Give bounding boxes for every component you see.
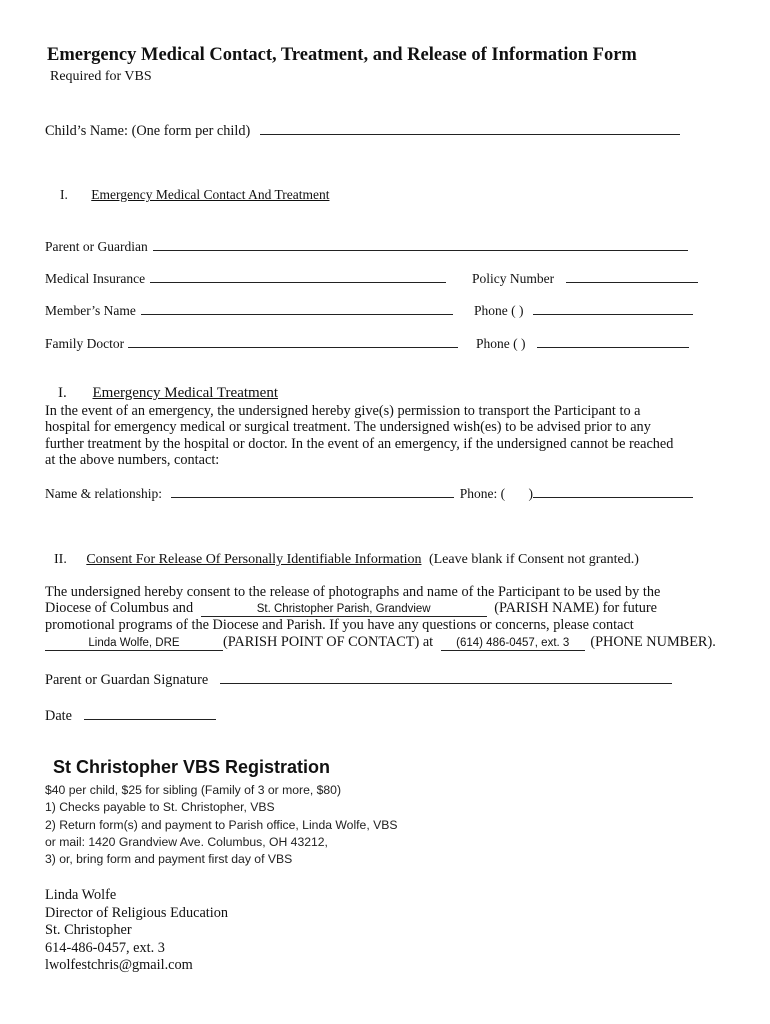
vbs-line: $40 per child, $25 for sibling (Family of 3 or more, $80) bbox=[45, 783, 342, 797]
signature-row bbox=[45, 669, 672, 689]
section2-line: In the event of an emergency, the undersigned hereby give(s) permission to transport the Participant to a bbox=[45, 403, 641, 419]
vbs-line: 3) or, bring form and payment first day of VBS bbox=[45, 852, 293, 866]
phone-label-3-close: ) bbox=[528, 486, 533, 501]
family-doctor-label: Family Doctor bbox=[45, 336, 125, 351]
section3-line-2 bbox=[45, 600, 716, 617]
contact-parish: St. Christopher bbox=[45, 922, 132, 938]
date-row bbox=[45, 705, 216, 725]
contact-role: Director of Religious Education bbox=[45, 904, 229, 921]
parish-name-field[interactable]: St. Christopher Parish, Grandview bbox=[201, 603, 487, 617]
section2-line: hospital for emergency medical or surgical treatment. The undersigned wish(es) to be advised prior to any bbox=[45, 419, 651, 436]
phone-field-3[interactable] bbox=[533, 483, 693, 498]
section3-line-3: promotional programs of the Diocese and Parish. If you have any questions or concerns, please contact bbox=[45, 617, 634, 634]
section3-note: (Leave blank if Consent not granted.) bbox=[428, 552, 639, 567]
section3-heading-row bbox=[54, 552, 639, 568]
vbs-line: or mail: 1420 Grandview Ave. Columbus, OH 43212, bbox=[45, 835, 328, 849]
parent-guardian-field[interactable] bbox=[153, 236, 688, 251]
phone-row-1 bbox=[474, 300, 693, 319]
section3-line-4-mid: (PARISH POINT OF CONTACT) at bbox=[223, 633, 434, 650]
form-title: Emergency Medical Contact, Treatment, and Release of Information Form bbox=[47, 45, 637, 65]
signature-label: Parent or Guardan Signature bbox=[45, 672, 209, 688]
contact-email: lwolfestchris@gmail.com bbox=[45, 957, 193, 973]
section2-heading-row bbox=[58, 385, 278, 402]
section3-paragraph bbox=[45, 584, 716, 651]
name-relationship-row bbox=[45, 483, 693, 502]
policy-number-label: Policy Number bbox=[472, 271, 555, 286]
contact-phone: 614-486-0457, ext. 3 bbox=[45, 939, 165, 956]
members-name-field[interactable] bbox=[141, 300, 453, 315]
contact-name: Linda Wolfe bbox=[45, 887, 117, 903]
policy-number-field[interactable] bbox=[566, 268, 698, 283]
phone-label-1: Phone ( ) bbox=[474, 303, 524, 318]
family-doctor-field[interactable] bbox=[128, 333, 458, 348]
section1-heading: Emergency Medical Contact And Treatment bbox=[91, 187, 330, 202]
vbs-title: St Christopher VBS Registration bbox=[53, 757, 331, 777]
parent-guardian-row bbox=[45, 236, 688, 255]
section3-heading: Consent For Release Of Personally Identifiable Information bbox=[86, 552, 422, 567]
phone-label-3: Phone: ( bbox=[459, 486, 506, 501]
section2-heading: Emergency Medical Treatment bbox=[92, 385, 279, 401]
phone-field-2[interactable] bbox=[537, 333, 689, 348]
parish-contact-field[interactable]: Linda Wolfe, DRE bbox=[45, 637, 223, 651]
form-subtitle: Required for VBS bbox=[50, 69, 152, 84]
section2-line: at the above numbers, contact: bbox=[45, 451, 220, 468]
section2-numeral: I. bbox=[58, 385, 67, 401]
signature-field[interactable] bbox=[220, 669, 672, 684]
name-relationship-label: Name & relationship: bbox=[45, 486, 162, 501]
section3-numeral: II. bbox=[54, 552, 67, 567]
section1-numeral: I. bbox=[60, 187, 68, 202]
name-relationship-field[interactable] bbox=[171, 483, 454, 498]
medical-insurance-field[interactable] bbox=[150, 268, 446, 283]
contact-block bbox=[45, 887, 228, 975]
date-field[interactable] bbox=[84, 705, 216, 720]
section3-line-2-suffix: (PARISH NAME) for future bbox=[494, 600, 657, 617]
phone-label-2: Phone ( ) bbox=[476, 336, 526, 351]
child-name-label: Child’s Name: (One form per child) bbox=[45, 123, 251, 139]
child-name-row bbox=[45, 120, 680, 140]
medical-insurance-row bbox=[45, 268, 446, 287]
members-name-row bbox=[45, 300, 453, 319]
policy-number-row bbox=[472, 268, 698, 287]
section2-paragraph bbox=[45, 403, 673, 468]
phone-field-1[interactable] bbox=[533, 300, 693, 315]
family-doctor-row bbox=[45, 333, 458, 352]
members-name-label: Member’s Name bbox=[45, 303, 136, 318]
section2-line: further treatment by the hospital or doctor. In the event of an emergency, if the undersigned cannot be reached bbox=[45, 435, 674, 452]
parish-phone-field[interactable]: (614) 486-0457, ext. 3 bbox=[441, 637, 585, 651]
section3-line-4 bbox=[45, 634, 716, 651]
section3-line-4-suffix: (PHONE NUMBER). bbox=[590, 633, 716, 650]
section1-heading-row bbox=[60, 187, 329, 203]
section3-line-1: The undersigned hereby consent to the release of photographs and name of the Participant to be used by the bbox=[45, 584, 661, 600]
medical-insurance-label: Medical Insurance bbox=[45, 271, 146, 286]
vbs-line: 2) Return form(s) and payment to Parish office, Linda Wolfe, VBS bbox=[45, 818, 398, 832]
phone-row-2 bbox=[476, 333, 689, 352]
child-name-field[interactable] bbox=[260, 120, 680, 135]
vbs-line: 1) Checks payable to St. Christopher, VBS bbox=[45, 800, 275, 814]
parent-guardian-label: Parent or Guardian bbox=[45, 239, 148, 254]
date-label: Date bbox=[45, 708, 72, 724]
section3-line-2-prefix: Diocese of Columbus and bbox=[45, 600, 194, 617]
